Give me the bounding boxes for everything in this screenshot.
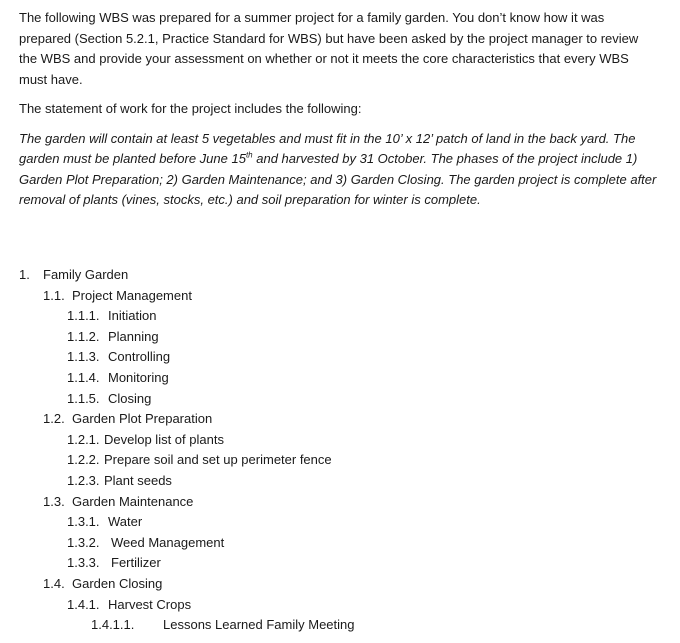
wbs-item xyxy=(19,553,659,574)
wbs-label: Project Management xyxy=(72,287,192,303)
document-body xyxy=(19,8,659,211)
wbs-number: 1.1.5. xyxy=(67,390,100,406)
sow-superscript: th xyxy=(245,150,253,160)
wbs-number: 1.1.3. xyxy=(67,349,100,365)
wbs-item xyxy=(19,533,659,554)
wbs-number: 1.3.3. xyxy=(67,555,100,571)
wbs-number: 1.3.1. xyxy=(67,514,100,530)
wbs-number: 1.4. xyxy=(43,575,65,591)
wbs-label: Plant seeds xyxy=(104,472,172,488)
sow-text-part1: The garden will contain at least 5 vegetables and must fit in the 10’ x 12’ patch of land in the back yard. The garden must be planted before June 15 xyxy=(19,130,636,166)
wbs-item xyxy=(19,265,659,286)
wbs-number: 1.1.1. xyxy=(67,308,100,324)
wbs-number: 1.2.3. xyxy=(67,472,100,488)
wbs-number: 1.3.2. xyxy=(67,534,100,550)
wbs-label: Initiation xyxy=(108,308,157,324)
wbs-label: Garden Closing xyxy=(72,575,163,591)
wbs-label: Family Garden xyxy=(43,267,129,282)
wbs-label: Harvest Crops xyxy=(108,596,192,612)
wbs-item xyxy=(19,615,659,636)
wbs-number: 1.1. xyxy=(43,287,65,303)
wbs-item xyxy=(19,430,659,451)
wbs-label: Closing xyxy=(108,390,152,406)
wbs-label: Planning xyxy=(108,328,159,344)
sow-text-part2: and harvested by 31 October. The phases of the project include 1) Garden Plot Preparation; 2) Garden Maintenance; and 3) Garden Closing. The garden project is complete after removal of plants (vines, stocks, etc.) and soil preparation for winter is complete. xyxy=(19,151,657,207)
wbs-number: 1.4.1.1. xyxy=(91,617,135,633)
wbs-label: Monitoring xyxy=(108,369,169,385)
wbs-item xyxy=(19,512,659,533)
wbs-label: Garden Maintenance xyxy=(72,493,194,509)
wbs-number: 1. xyxy=(19,267,30,282)
wbs-number: 1.3. xyxy=(43,493,65,509)
wbs-item xyxy=(19,595,659,616)
wbs-label: Weed Management xyxy=(111,534,225,550)
wbs-label: Water xyxy=(108,514,143,530)
sow-lead-paragraph: The statement of work for the project includes the following: xyxy=(19,101,362,116)
statement-of-work-paragraph xyxy=(19,129,659,211)
wbs-item xyxy=(19,450,659,471)
wbs-item xyxy=(19,327,659,348)
wbs-item xyxy=(19,409,659,430)
wbs-item xyxy=(19,471,659,492)
wbs-item xyxy=(19,347,659,368)
intro-paragraph: The following WBS was prepared for a summer project for a family garden. You don’t know how it was prepared (Section 5.2.1, Practice Standard for WBS) but have been asked by the project manager to review the WBS and provide your assessment on whether or not it meets the core characteristics that every WBS must have. xyxy=(19,10,639,87)
wbs-number: 1.2.2. xyxy=(67,452,100,468)
wbs-label: Lessons Learned Family Meeting xyxy=(163,617,355,633)
wbs-number: 1.2.1. xyxy=(67,431,100,447)
wbs-label: Fertilizer xyxy=(111,555,161,571)
wbs-number: 1.4.1. xyxy=(67,596,100,612)
wbs-label: Develop list of plants xyxy=(104,431,224,447)
wbs-number: 1.1.2. xyxy=(67,328,100,344)
wbs-item xyxy=(19,574,659,595)
wbs-item xyxy=(19,368,659,389)
wbs-item xyxy=(19,306,659,327)
wbs-item xyxy=(19,389,659,410)
wbs-label: Controlling xyxy=(108,349,171,365)
wbs-number: 1.1.4. xyxy=(67,369,100,385)
wbs-item xyxy=(19,492,659,513)
wbs-label: Garden Plot Preparation xyxy=(72,411,213,427)
wbs-item xyxy=(19,286,659,307)
wbs-outline xyxy=(19,265,659,636)
wbs-label: Prepare soil and set up perimeter fence xyxy=(104,452,332,468)
wbs-number: 1.2. xyxy=(43,411,65,427)
